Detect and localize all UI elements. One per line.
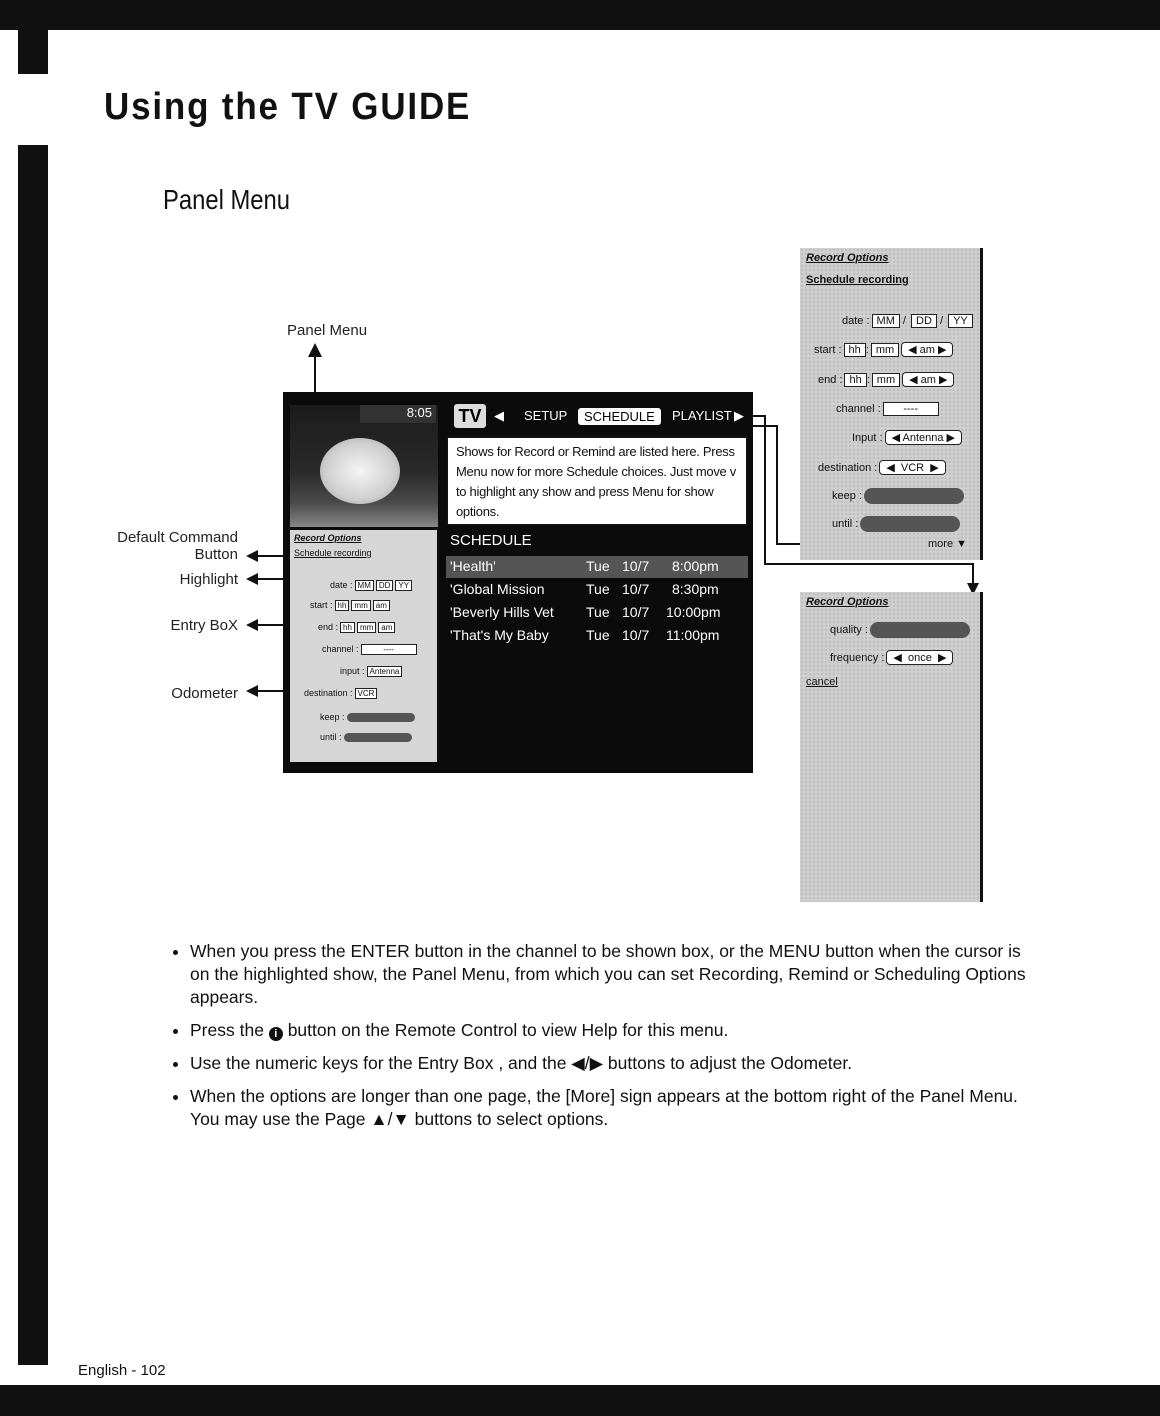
- date-row: [330, 580, 412, 594]
- connector-line: [764, 415, 766, 565]
- page-title: Using the TV GUIDE: [104, 86, 472, 128]
- year-entry-box[interactable]: YY: [395, 580, 412, 591]
- callout-odometer: Odometer: [171, 685, 238, 702]
- tab-playlist[interactable]: PLAYLIST: [672, 408, 732, 423]
- until-label: until :: [320, 732, 342, 742]
- input-row: [852, 430, 962, 448]
- show-title: 'That's My Baby: [450, 627, 549, 643]
- arrow-left-icon: [246, 573, 258, 585]
- month-entry-box[interactable]: MM: [872, 314, 900, 328]
- bottom-border: [0, 1385, 1160, 1416]
- section-title: Panel Menu: [163, 184, 291, 215]
- show-title: 'Beverly Hills Vet: [450, 604, 554, 620]
- start-row: [310, 600, 390, 614]
- input-odometer[interactable]: ◀ Antenna ▶: [885, 430, 962, 445]
- panel-title: Record Options: [294, 533, 362, 543]
- end-row: [318, 622, 395, 636]
- show-day: Tue: [586, 627, 610, 643]
- until-row: [832, 516, 960, 534]
- month-entry-box[interactable]: MM: [355, 580, 374, 591]
- help-text-box: Shows for Record or Remind are listed here. Press Menu now for more Schedule choices. Just move v to highlight any show and press Menu for show options.: [446, 436, 748, 526]
- nav-left-arrow-icon[interactable]: ◀: [494, 408, 504, 423]
- record-options-panel-page-2: [800, 592, 983, 902]
- hour-entry-box[interactable]: hh: [335, 600, 350, 611]
- frequency-value: once: [908, 652, 932, 664]
- tab-setup[interactable]: SETUP: [524, 408, 568, 423]
- frequency-label: frequency :: [830, 652, 885, 664]
- channel-entry-box[interactable]: ----: [361, 644, 417, 655]
- minute-entry-box[interactable]: mm: [871, 343, 899, 357]
- ampm-value: am: [919, 344, 935, 356]
- input-odometer[interactable]: Antenna: [367, 666, 403, 677]
- end-label: end :: [318, 622, 339, 632]
- start-label: start :: [310, 600, 333, 610]
- show-time: 10:00pm: [666, 604, 721, 620]
- table-row[interactable]: [446, 602, 748, 624]
- guide-nav-bar: [450, 402, 750, 432]
- nav-right-arrow-icon[interactable]: ▶: [734, 408, 744, 423]
- quality-row: [830, 622, 970, 640]
- arrow-left-icon: [246, 550, 258, 562]
- until-odometer[interactable]: [860, 516, 960, 532]
- minute-entry-box[interactable]: mm: [351, 600, 370, 611]
- list-item-text: Press the: [190, 1020, 264, 1040]
- left-margin-bar: [18, 145, 48, 1365]
- connector-line: [972, 563, 974, 585]
- connector-line: [776, 425, 778, 545]
- keep-odometer[interactable]: [347, 713, 415, 722]
- show-date: 10/7: [622, 604, 650, 620]
- clock-display: 8:05: [360, 405, 436, 423]
- day-entry-box[interactable]: DD: [376, 580, 394, 591]
- minute-entry-box[interactable]: mm: [872, 373, 900, 387]
- show-day: Tue: [586, 558, 610, 574]
- schedule-recording-button[interactable]: Schedule recording: [806, 274, 909, 286]
- channel-row: [836, 402, 939, 420]
- date-label: date :: [330, 580, 353, 590]
- input-value: Antenna: [902, 432, 944, 444]
- show-title: 'Health': [450, 558, 496, 574]
- more-button[interactable]: [928, 538, 967, 556]
- destination-row: [818, 460, 946, 478]
- input-row: [340, 666, 402, 680]
- hour-entry-box[interactable]: hh: [340, 622, 355, 633]
- show-time: 8:00pm: [672, 558, 719, 574]
- keep-label: keep :: [320, 712, 345, 722]
- arrow-left-icon: [246, 685, 258, 697]
- callout-default-command: [100, 529, 238, 563]
- cancel-button[interactable]: cancel: [806, 676, 838, 688]
- destination-label: destination :: [304, 688, 353, 698]
- destination-value: VCR: [900, 462, 925, 474]
- tv-guide-logo: TV: [454, 404, 486, 428]
- list-item: [190, 1019, 1030, 1042]
- channel-row: [322, 644, 417, 658]
- left-margin-bar: [18, 30, 48, 74]
- keep-row: [320, 712, 415, 726]
- page-number: English - 102: [78, 1362, 166, 1379]
- ampm-odometer[interactable]: am: [378, 622, 395, 633]
- keep-odometer[interactable]: [864, 488, 964, 504]
- minute-entry-box[interactable]: mm: [357, 622, 376, 633]
- hour-entry-box[interactable]: hh: [844, 343, 866, 357]
- channel-label: channel :: [836, 403, 881, 415]
- date-label: date :: [842, 315, 870, 327]
- day-entry-box[interactable]: DD: [911, 314, 937, 328]
- show-date: 10/7: [622, 581, 650, 597]
- channel-entry-box[interactable]: ----: [883, 402, 939, 416]
- ampm-value: am: [920, 374, 936, 386]
- frequency-row: [830, 650, 953, 668]
- input-label: Input :: [852, 432, 883, 444]
- table-row[interactable]: [446, 556, 748, 578]
- ampm-odometer[interactable]: am: [373, 600, 390, 611]
- top-border: [0, 0, 1160, 30]
- destination-odometer[interactable]: VCR: [355, 688, 378, 699]
- year-entry-box[interactable]: YY: [948, 314, 973, 328]
- until-odometer[interactable]: [344, 733, 412, 742]
- record-options-panel: [800, 248, 983, 560]
- show-day: Tue: [586, 604, 610, 620]
- panel-menu: [290, 530, 437, 762]
- channel-label: channel :: [322, 644, 359, 654]
- destination-odometer[interactable]: ◀ VCR ▶: [879, 460, 945, 475]
- quality-label: quality :: [830, 623, 868, 636]
- chevron-down-icon: ▼: [956, 538, 968, 550]
- destination-label: destination :: [818, 462, 878, 474]
- ampm-odometer[interactable]: ◀ am ▶: [902, 372, 954, 387]
- callout-panel-menu: Panel Menu: [287, 322, 368, 339]
- more-label: more: [928, 538, 954, 550]
- list-item: • Use the numeric keys for the Entry Box , and the ◀/▶ buttons to adjust the Odometer.: [190, 1052, 1030, 1075]
- until-row: [320, 732, 412, 746]
- hour-entry-box[interactable]: hh: [844, 373, 866, 387]
- info-icon: i: [269, 1027, 283, 1041]
- table-row[interactable]: [446, 625, 748, 647]
- tab-schedule[interactable]: SCHEDULE: [578, 408, 661, 425]
- show-date: 10/7: [622, 627, 650, 643]
- callout-highlight: Highlight: [179, 571, 238, 588]
- arrow-left-icon: [246, 619, 258, 631]
- start-row: start : hh : mm ◀ am ▶: [814, 342, 953, 360]
- callout-entry-box: Entry BoX: [170, 617, 238, 634]
- callout-arrow-line: [314, 350, 316, 398]
- end-label: end :: [818, 374, 843, 386]
- show-title: 'Global Mission: [450, 581, 545, 597]
- arrow-up-icon: [308, 343, 322, 357]
- ampm-odometer[interactable]: ◀ am ▶: [901, 342, 953, 357]
- schedule-recording-button[interactable]: Schedule recording: [294, 548, 372, 558]
- keep-row: [832, 488, 964, 506]
- schedule-heading: SCHEDULE: [450, 532, 532, 549]
- list-item: • When you press the ENTER button in the channel to be shown box, or the MENU button when the cursor is on the highlighted show, the Panel Menu, from which you can set Recording, Remind or Scheduling Options appears.: [190, 940, 1030, 1009]
- show-date: 10/7: [622, 558, 650, 574]
- show-time: 11:00pm: [666, 627, 720, 643]
- show-time: 8:30pm: [672, 581, 719, 597]
- start-label: start :: [814, 344, 842, 356]
- list-item-text: button on the Remote Control to view Help for this menu.: [287, 1020, 729, 1040]
- instructions-list: [170, 940, 1030, 1141]
- panel-title: Record Options: [806, 252, 889, 264]
- table-row[interactable]: [446, 579, 748, 601]
- sunset-image: [320, 438, 400, 504]
- date-row: date : MM / DD / YY: [842, 314, 973, 332]
- show-day: Tue: [586, 581, 610, 597]
- panel-title: Record Options: [806, 596, 889, 608]
- connector-line: [764, 563, 974, 565]
- until-label: until :: [832, 517, 859, 530]
- destination-row: [304, 688, 377, 702]
- input-label: input :: [340, 666, 365, 676]
- callout-text: Default Command: [117, 529, 238, 546]
- quality-odometer[interactable]: [870, 622, 970, 638]
- end-row: end : hh : mm ◀ am ▶: [818, 372, 954, 390]
- list-item: • When the options are longer than one page, the [More] sign appears at the bottom right of the Panel Menu. You may use the Page ▲/▼ buttons to select options.: [190, 1085, 1030, 1131]
- frequency-odometer[interactable]: ◀ once ▶: [886, 650, 953, 665]
- connector-line: [752, 425, 778, 427]
- callout-text: Button: [194, 546, 238, 563]
- keep-label: keep :: [832, 489, 862, 502]
